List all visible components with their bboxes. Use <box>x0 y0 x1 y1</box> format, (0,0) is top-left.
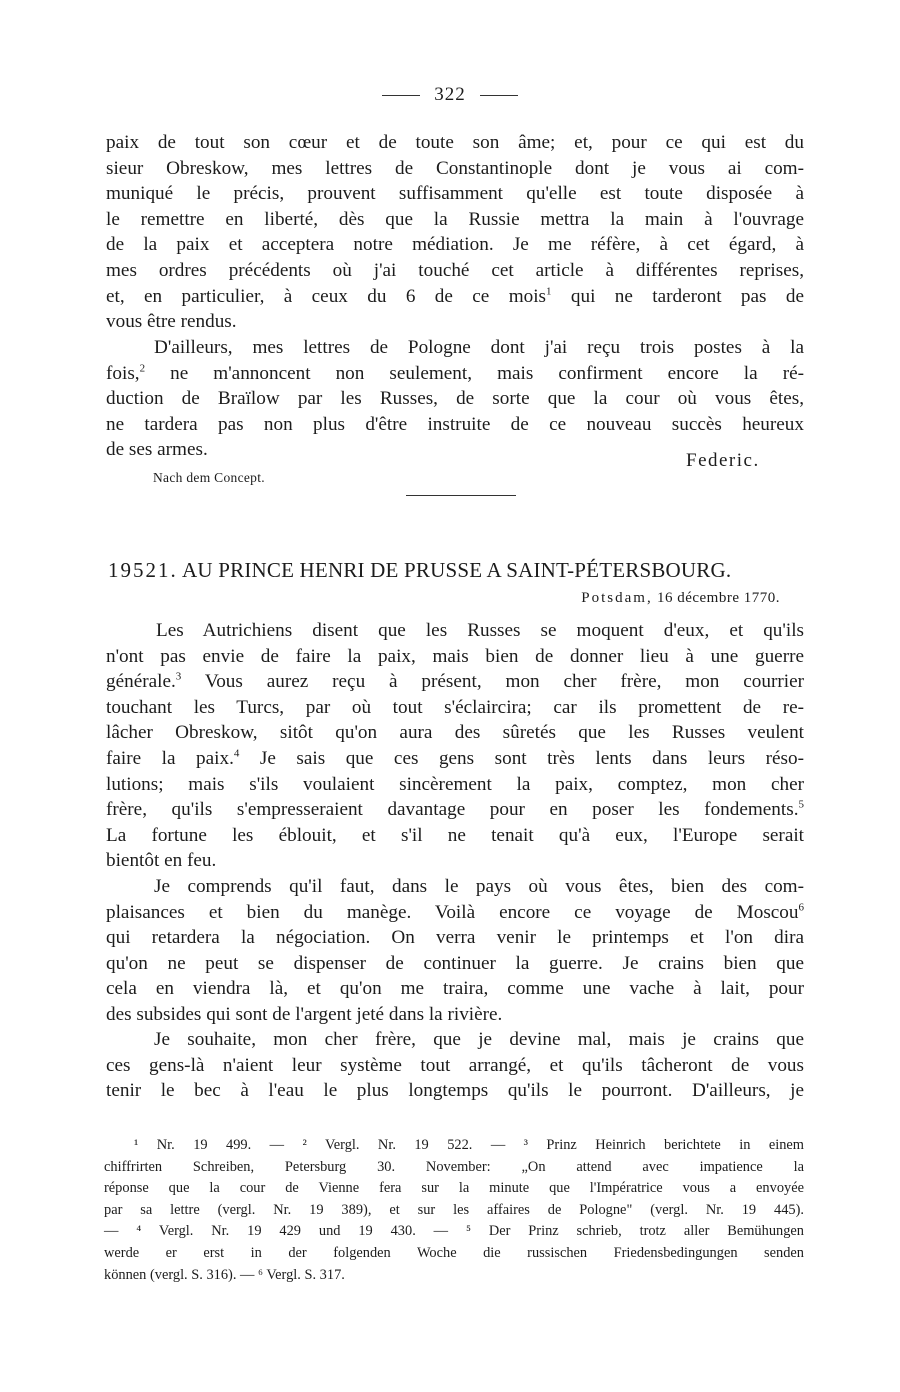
text-line: cela en viendra là, et qu'on me traira, comme une vache à lait, pour <box>106 978 804 1000</box>
text-line: Je souhaite, mon cher frère, que je devine mal, mais je crains que <box>154 1029 804 1050</box>
page-number: 322 <box>434 84 466 105</box>
text-line: lâcher Obreskow, sitôt qu'on aura des sûretés que les Russes veulent <box>106 722 804 744</box>
footnote-line: können (vergl. S. 316). — ⁶ Vergl. S. 317. <box>104 1266 345 1283</box>
paragraph-autrichiens <box>106 618 804 874</box>
footnote-line: chiffrirten Schreiben, Petersburg 30. November: „On attend avec impatience la <box>104 1158 804 1175</box>
text-segment: et, en particulier, à ceux du 6 de ce mois <box>106 285 547 307</box>
text-segment: qui ne tarderont pas de <box>551 285 804 307</box>
footnote-line: réponse que la cour de Vienne fera sur la minute que l'Impératrice vous a envoyée <box>104 1180 804 1197</box>
footnote-ref: 3 <box>175 670 182 683</box>
text-line: ne tardera pas non plus d'être instruite de ce nouveau succès heureux <box>106 413 804 435</box>
text-line <box>106 746 804 772</box>
page-header <box>0 84 900 106</box>
paragraph-continued <box>106 130 804 335</box>
text-line: paix de tout son cœur et de toute son âme; et, pour ce qui est du <box>106 132 804 153</box>
text-segment: faire la paix. <box>106 747 234 769</box>
letter-dateline <box>581 590 780 607</box>
text-line: de ses armes. <box>106 439 208 461</box>
text-line <box>106 900 804 926</box>
signature: Federic. <box>686 450 760 471</box>
text-segment: ne m'annoncent non seulement, mais confirment encore la ré- <box>145 362 804 384</box>
text-line: qu'on ne peut se dispenser de continuer la guerre. Je crains bien que <box>106 952 804 974</box>
footnote-ref: 2 <box>139 362 146 375</box>
footnote-ref: 4 <box>233 747 240 760</box>
text-line: lutions; mais s'ils voulaient sincèrement la paix, comptez, mon cher <box>106 773 804 795</box>
text-line: qui retardera la négociation. On verra venir le printemps et l'on dira <box>106 927 804 949</box>
letter-date: 16 décembre 1770. <box>656 590 780 606</box>
text-line: La fortune les éblouit, et s'il ne tenait qu'à eux, l'Europe serait <box>106 824 804 846</box>
text-line: touchant les Turcs, par où tout s'éclaircira; car ils promettent de re- <box>106 696 804 718</box>
header-rule-right <box>480 95 518 96</box>
text-line: Je comprends qu'il faut, dans le pays où vous êtes, bien des com- <box>154 876 804 897</box>
footnotes <box>104 1135 804 1286</box>
text-segment: frère, qu'ils s'empresseraient davantage pour en poser les fondements. <box>106 799 799 821</box>
section-divider <box>406 495 516 496</box>
text-line <box>106 669 804 695</box>
footnote-ref: 6 <box>798 901 804 914</box>
text-line <box>106 361 804 387</box>
text-line <box>106 797 804 823</box>
text-line: tenir le bec à l'eau le plus longtemps qu'ils le pourront. D'ailleurs, je <box>106 1080 804 1102</box>
text-segment: plaisances et bien du manège. Voilà encore ce voyage de Moscou <box>106 901 799 923</box>
text-line <box>106 284 804 310</box>
text-line: n'ont pas envie de faire la paix, mais bien de donner lieu à une guerre <box>106 645 804 667</box>
paragraph-souhaite <box>106 1027 804 1104</box>
footnote-ref: 1 <box>546 285 552 298</box>
footnote-line: werde er erst in der folgenden Woche die russischen Friedensbedingungen senden <box>104 1244 804 1261</box>
letter-heading <box>108 558 808 583</box>
text-line: de la paix et acceptera notre médiation. Je me réfère, à cet égard, à <box>106 234 804 256</box>
text-segment: fois, <box>106 362 140 384</box>
text-line: Les Autrichiens disent que les Russes se moquent d'eux, et qu'ils <box>156 620 804 641</box>
text-line: D'ailleurs, mes lettres de Pologne dont j'ai reçu trois postes à la <box>154 337 804 358</box>
text-line: duction de Braïlow par les Russes, de sorte que la cour où vous êtes, <box>106 388 804 410</box>
source-note: Nach dem Concept. <box>153 470 265 485</box>
paragraph-comprends <box>106 874 804 1028</box>
header-rule-left <box>382 95 420 96</box>
text-line: sieur Obreskow, mes lettres de Constantinople dont je vous ai com- <box>106 157 804 179</box>
footnote-line: ¹ Nr. 19 499. — ² Vergl. Nr. 19 522. — ³ Prinz Heinrich berichtete in einem <box>134 1137 804 1153</box>
footnote-line: — ⁴ Vergl. Nr. 19 429 und 19 430. — ⁵ Der Prinz schrieb, trotz aller Bemühungen <box>104 1223 804 1240</box>
text-line: le remettre en liberté, dès que la Russie mettra la main à l'ouvrage <box>106 208 804 230</box>
text-line: bientôt en feu. <box>106 850 217 872</box>
letter-number: 19521. <box>108 558 178 582</box>
text-line: mes ordres précédents où j'ai touché cet article à différentes reprises, <box>106 259 804 281</box>
letter-title: AU PRINCE HENRI DE PRUSSE A SAINT-PÉTERSBOURG. <box>182 558 732 582</box>
text-line: ces gens-là n'aient leur système tout arrangé, et qu'ils tâcheront de vous <box>106 1054 804 1076</box>
text-segment: générale. <box>106 671 176 693</box>
footnote-ref: 5 <box>798 798 804 811</box>
text-line: des subsides qui sont de l'argent jeté dans la rivière. <box>106 1003 503 1025</box>
text-line: muniqué le précis, prouvent suffisamment qu'elle est toute disposée à <box>106 183 804 205</box>
text-line: vous être rendus. <box>106 311 237 333</box>
letter-place: Potsdam, <box>581 590 653 606</box>
footnote-line: par sa lettre (vergl. Nr. 19 389), et sur les affaires de Pologne" (vergl. Nr. 19 445). <box>104 1201 804 1218</box>
text-segment: Vous aurez reçu à présent, mon cher frère, mon courrier <box>181 671 804 693</box>
paragraph-dailleurs <box>106 335 804 463</box>
text-segment: Je sais que ces gens sont très lents dans leurs réso- <box>239 747 804 769</box>
